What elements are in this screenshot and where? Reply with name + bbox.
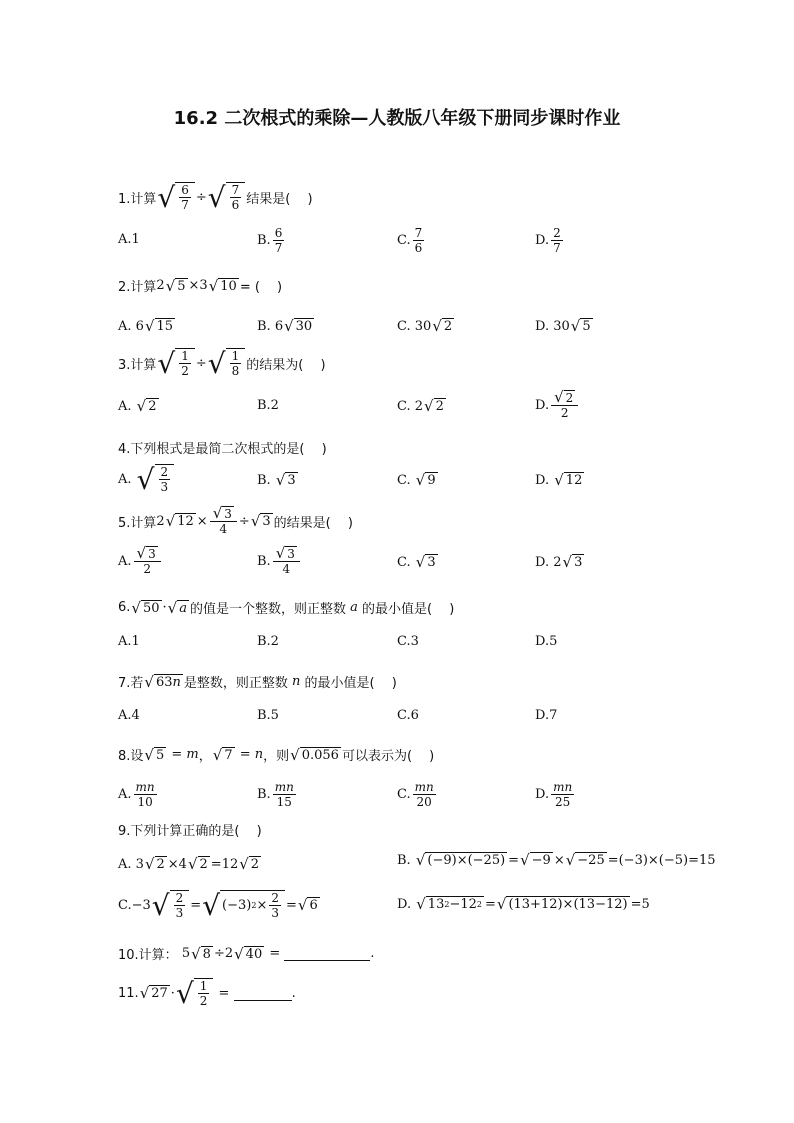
q2-option-a[interactable]: A. 6 √ 15	[118, 317, 174, 335]
q9-option-c[interactable]: C. −3 √ $\frac{2}{3}$ = √ (−3) 2 × $\frac{2}{3}$ = √ 6	[118, 889, 318, 922]
q1-sqrt-7-6: √ $\frac{7}{6}$	[208, 182, 245, 212]
question-9: 9.下列计算正确的是( )	[118, 824, 262, 839]
q1-suffix: 结果是( )	[246, 191, 313, 207]
question-6: 6. √ 50 · √ a 的值是一个整数，则正整数 a 的最小值是( )	[118, 598, 455, 617]
q7-option-b[interactable]: B.5	[257, 708, 279, 723]
question-7: 7.若 √ 63 n 是整数，则正整数 n 的最小值是( )	[118, 672, 397, 691]
q3-option-c[interactable]: C. 2 √ 2	[397, 397, 444, 415]
q5-option-d[interactable]: D. 2 √ 3	[535, 553, 583, 571]
q5-option-c[interactable]: C. √ 3	[397, 553, 436, 571]
q2-option-d[interactable]: D. 30 √ 5	[535, 317, 591, 335]
q1-option-c[interactable]: C. $\frac{7}{6}$	[397, 226, 423, 255]
q6-option-c[interactable]: C.3	[397, 634, 419, 649]
question-4: 4.下列根式是最简二次根式的是( )	[118, 442, 327, 457]
q8-option-a[interactable]: A. $\frac{mn}{10}$	[118, 780, 155, 809]
q4-option-d[interactable]: D. √ 12	[535, 471, 583, 489]
q6-option-b[interactable]: B.2	[257, 634, 279, 649]
q1-option-b[interactable]: B. $\frac{6}{7}$	[257, 226, 283, 255]
q8-option-c[interactable]: C. $\frac{mn}{20}$	[397, 780, 434, 809]
q1-sqrt-6-7: √ $\frac{6}{7}$	[157, 182, 194, 212]
q4-option-c[interactable]: C. √ 9	[397, 471, 436, 489]
q7-option-c[interactable]: C.6	[397, 708, 419, 723]
page-title: 16.2 二次根式的乘除—人教版八年级下册同步课时作业	[173, 108, 621, 129]
q2-option-c[interactable]: C. 30 √ 2	[397, 317, 453, 335]
q6-option-d[interactable]: D.5	[535, 634, 558, 649]
q1-option-d[interactable]: D. $\frac{2}{7}$	[535, 226, 561, 255]
question-1: 1.计算 √ $\frac{6}{7}$ ÷ √ $\frac{7}{6}$ 结果是( )	[118, 181, 313, 214]
q9-option-b[interactable]: B. √ (−9)×(−25) = √ −9 × √ −25 =(−3)×(−5)=15	[397, 851, 716, 869]
question-11: 11. √ 27 · √ $\frac{1}{2}$ = .	[118, 977, 296, 1010]
q10-answer-blank[interactable]	[284, 946, 370, 961]
q8-option-b[interactable]: B. $\frac{mn}{15}$	[257, 780, 294, 809]
q7-option-a[interactable]: A.4	[118, 708, 140, 723]
q7-option-d[interactable]: D.7	[535, 708, 558, 723]
q2-option-b[interactable]: B. 6 √ 30	[257, 317, 313, 335]
q3-option-b[interactable]: B.2	[257, 398, 279, 413]
q1-prefix: 1.计算	[118, 191, 157, 207]
q5-option-a[interactable]: A. √ 3 2	[118, 546, 163, 576]
q1-option-a[interactable]: A.1	[118, 232, 140, 247]
q3-option-d[interactable]: D. √ 2 2	[535, 390, 580, 420]
q3-option-a[interactable]: A. √ 2	[118, 397, 157, 415]
question-8: 8.设 √ 5 = m ， √ 7 = n ，则 √ 0.056 可以表示为( )	[118, 745, 435, 764]
question-5: 5.计算 2 √ 12 × √ 3 4 ÷ √ 3 的结果是( )	[118, 504, 353, 536]
question-2: 2.计算 2 √ 5 ×3 √ 10 = ( )	[118, 276, 283, 295]
q9-option-a[interactable]: A. 3 √ 2 ×4 √ 2 =12 √ 2	[118, 855, 260, 873]
q11-answer-blank[interactable]	[234, 986, 292, 1001]
question-3: 3.计算 √ $\frac{1}{2}$ ÷ √ $\frac{1}{8}$ 的结果为( )	[118, 347, 326, 380]
q9-option-d[interactable]: D. √ 13 2 −12 2 = √ (13+12)×(13−12) =5	[397, 895, 650, 913]
q4-option-a[interactable]: A. √ $\frac{2}{3}$	[118, 464, 175, 494]
q4-option-b[interactable]: B. √ 3	[257, 471, 296, 489]
q8-option-d[interactable]: D. $\frac{mn}{25}$	[535, 780, 573, 809]
question-10: 10.计算： 5 √ 8 ÷2 √ 40 = .	[118, 944, 375, 963]
q5-option-b[interactable]: B. √ 3 4	[257, 546, 302, 576]
q6-option-a[interactable]: A.1	[118, 634, 140, 649]
